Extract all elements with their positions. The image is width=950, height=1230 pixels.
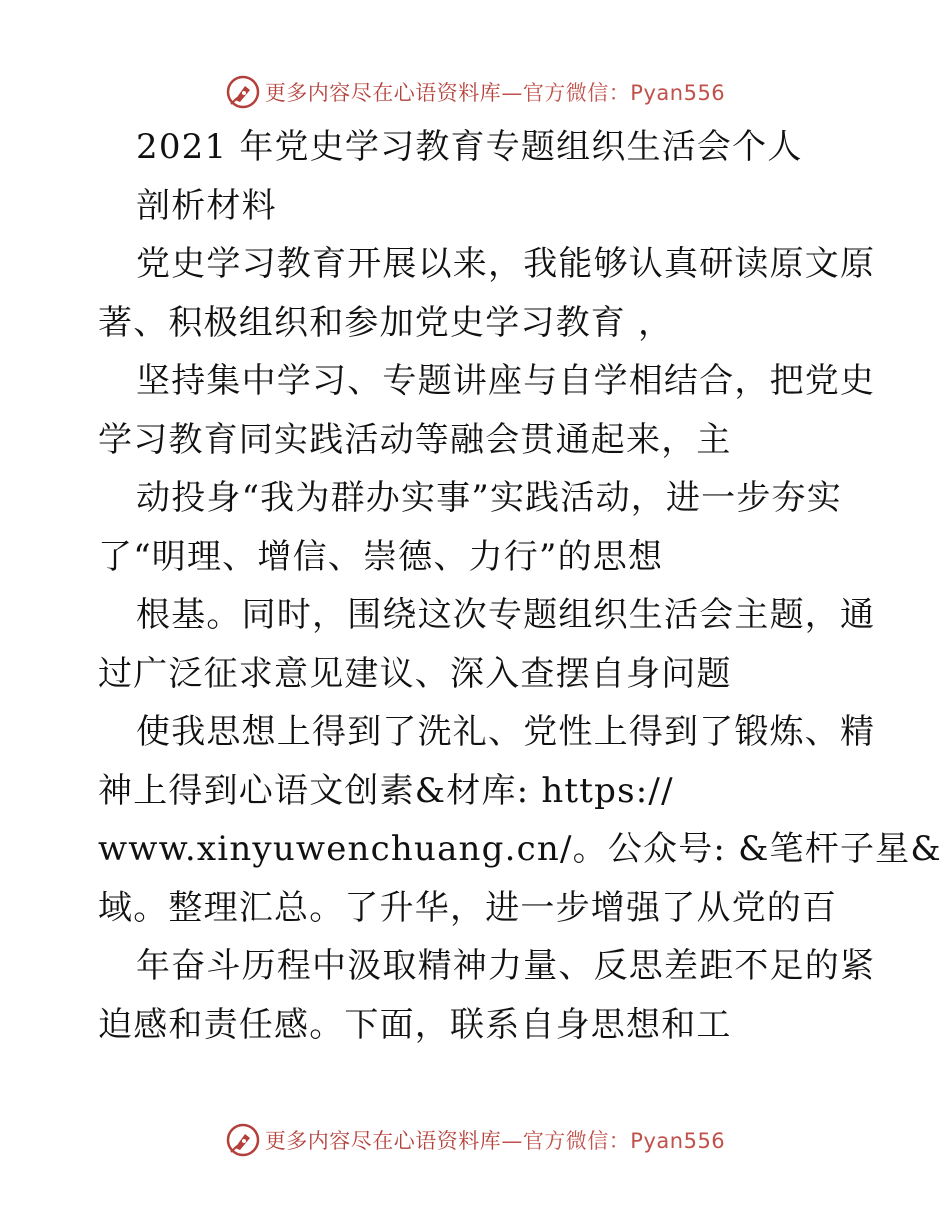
watermark-text (265, 77, 725, 107)
title-line-1: 2021 年党史学习教育专题组织生活会个人 (136, 127, 803, 167)
paragraph-line: 根基。同时，围绕这次专题组织生活会主题，通 (136, 595, 876, 635)
watermark-brand: 更多内容尽在心语资料库 (264, 1129, 502, 1153)
watermark-footer (0, 1118, 950, 1162)
document-body (98, 118, 942, 1054)
paragraph-line: 党史学习教育开展以来，我能够认真研读原文原 (136, 244, 876, 284)
paragraph-line: 动投身“我为群办实事”实践活动，进一步夯实 (136, 478, 842, 518)
watermark-brand: 更多内容尽在心语资料库 (264, 81, 502, 105)
watermark-text (265, 1125, 725, 1155)
paragraph-line: 过广泛征求意见建议、深入查摆自身问题 (98, 653, 732, 694)
paragraph-line: 迫感和责任感。下面，联系自身思想和工 (98, 1004, 732, 1045)
watermark-header (0, 70, 950, 114)
pen-nib-circle-icon (225, 1122, 261, 1158)
paragraph-line: 使我思想上得到了洗礼、党性上得到了锻炼、精 (136, 712, 876, 752)
paragraph-line: 域。整理汇总。了升华，进一步增强了从党的百 (98, 887, 838, 928)
paragraph-line: 了“明理、增信、崇德、力行”的思想 (98, 536, 664, 577)
watermark-contact: —官方微信：Pyan556 (501, 81, 726, 105)
paragraph-line: 神上得到心语文创素&材库: https:// (98, 770, 674, 811)
paragraph-line: 年奋斗历程中汲取精神力量、反思差距不足的紧 (136, 946, 876, 986)
paragraph-line: 坚持集中学习、专题讲座与自学相结合，把党史 (136, 361, 876, 401)
title-line-2: 剖析材料 (136, 185, 277, 226)
watermark-contact: —官方微信：Pyan556 (501, 1129, 726, 1153)
paragraph-line: 学习教育同实践活动等融会贯通起来，主 (98, 419, 732, 460)
paragraph-line: www.xinyuwenchuang.cn/。公众号: &笔杆子星& (98, 829, 942, 869)
paragraph-line: 著、积极组织和参加党史学习教育 ， (98, 302, 674, 343)
pen-nib-circle-icon (225, 74, 261, 110)
